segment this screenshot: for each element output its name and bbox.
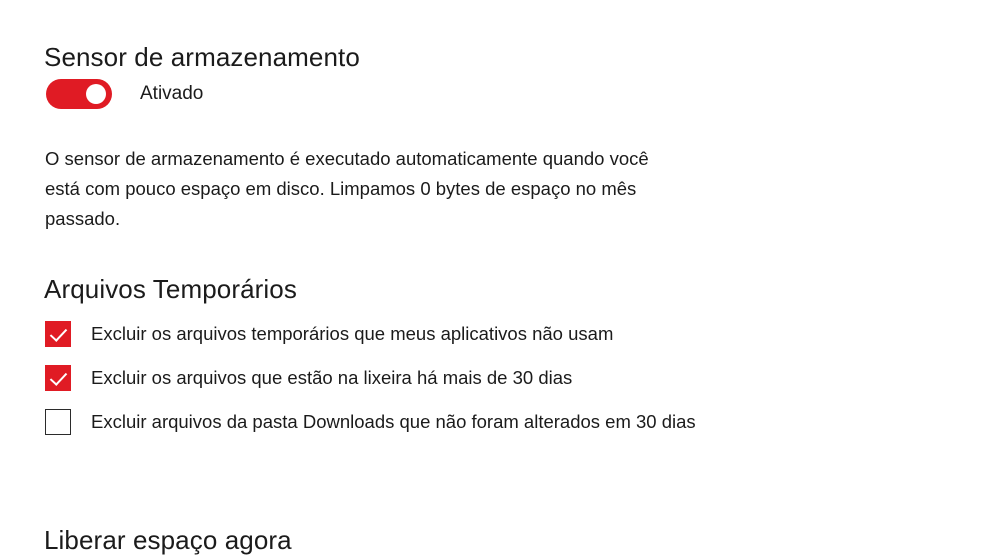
storage-sense-heading: Sensor de armazenamento: [44, 41, 360, 72]
checkbox-row[interactable]: [45, 320, 745, 347]
temporary-files-heading: Arquivos Temporários: [44, 273, 297, 304]
checkbox-row[interactable]: [45, 408, 745, 435]
storage-sense-toggle[interactable]: [46, 79, 112, 109]
checkbox-label: Excluir os arquivos temporários que meus aplicativos não usam: [91, 323, 614, 344]
storage-sense-description: O sensor de armazenamento é executado automaticamente quando você está com pouco espaço em disco. Limpamos 0 bytes de espaço no mês passado.: [45, 147, 649, 229]
toggle-knob-icon: [86, 84, 106, 104]
checkbox-label: Excluir arquivos da pasta Downloads que não foram alterados em 30 dias: [91, 411, 696, 432]
checkbox-checked-icon[interactable]: [45, 321, 71, 347]
storage-sense-toggle-state-label: Ativado: [140, 83, 204, 104]
storage-sense-toggle-row[interactable]: [46, 79, 203, 109]
checkbox-checked-icon[interactable]: [45, 365, 71, 391]
checkbox-label: Excluir os arquivos que estão na lixeira há mais de 30 dias: [91, 367, 573, 388]
free-space-now-heading: Liberar espaço agora: [44, 524, 292, 555]
checkbox-unchecked-icon[interactable]: [45, 409, 71, 435]
checkbox-row[interactable]: [45, 364, 745, 391]
temporary-files-options: [45, 320, 745, 452]
